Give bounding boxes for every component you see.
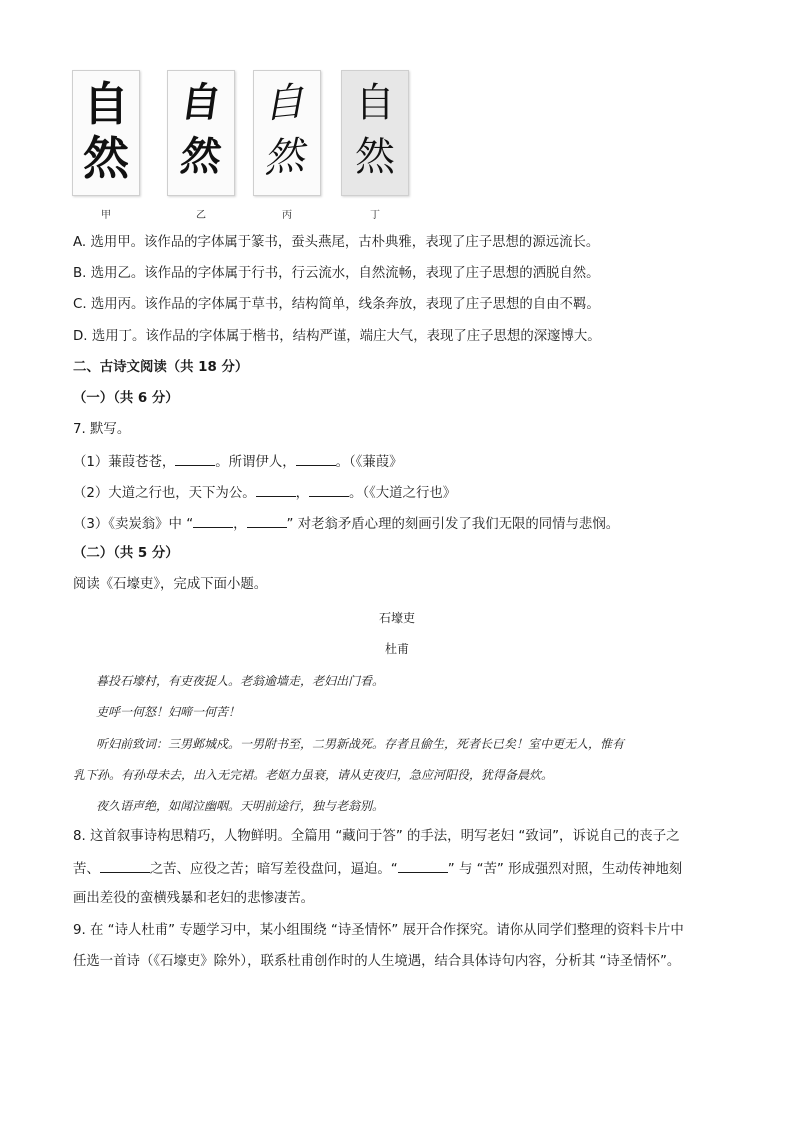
calligraphy-char: 自	[83, 77, 129, 131]
calligraphy-caption: 乙	[196, 210, 206, 221]
part-title: （一）（共 6 分）	[73, 391, 179, 406]
question-8-line-2	[73, 859, 682, 879]
calligraphy-char: 然	[355, 134, 395, 180]
question-7-line-2	[73, 483, 456, 503]
answer-blank[interactable]	[175, 452, 215, 466]
question-9-line-1: 9. 在 “诗人杜甫” 专题学习中，某小组围绕 “诗圣情怀” 展开合作探究。请你从同学们整理的资料卡片中	[73, 923, 684, 938]
answer-blank[interactable]	[100, 859, 150, 873]
text-segment: ” 对老翁矛盾心理的刻画引发了我们无限的同情与悲悯。	[286, 517, 620, 532]
answer-blank[interactable]	[256, 483, 296, 497]
calligraphy-caption: 丙	[282, 210, 292, 221]
part-title: （二）（共 5 分）	[73, 546, 179, 561]
calligraphy-char: 自	[262, 78, 312, 128]
section-title: 二、古诗文阅读（共 18 分）	[73, 360, 249, 375]
text-segment: 。（《蒹葭》	[335, 455, 403, 470]
option-c: C. 选用丙。该作品的字体属于草书，结构简单，线条奔放，表现了庄子思想的自由不羁。	[73, 297, 600, 312]
text-segment: ，	[233, 517, 247, 532]
calligraphy-char: 自	[177, 79, 225, 126]
calligraphy-char: 然	[177, 133, 225, 180]
option-d: D. 选用丁。该作品的字体属于楷书，结构严谨，端庄大气，表现了庄子思想的深邃博大。	[73, 329, 601, 344]
question-7-line-1	[73, 452, 403, 472]
poem-line: 乳下孙。有孙母未去，出入无完裙。老妪力虽衰，请从吏夜归，急应河阳役，犹得备晨炊。	[73, 768, 554, 782]
poem-line: 暮投石壕村，有吏夜捉人。老翁逾墙走，老妇出门看。	[96, 674, 385, 688]
answer-blank[interactable]	[398, 859, 448, 873]
calligraphy-image-running	[167, 70, 235, 196]
calligraphy-image-regular	[341, 70, 409, 196]
text-segment: 苦、	[73, 862, 100, 877]
text-segment: （1）蒹葭苍苍，	[73, 455, 176, 470]
calligraphy-row	[72, 70, 412, 220]
calligraphy-item-bing	[253, 70, 321, 221]
question-8-line-3: 画出差役的蛮横残暴和老妇的悲惨凄苦。	[73, 891, 315, 906]
poem-line: 听妇前致词：三男邺城戍。一男附书至，二男新战死。存者且偷生，死者长已矣！室中更无人，惟有	[96, 737, 625, 751]
poem-line: 吏呼一何怒！妇啼一何苦！	[96, 705, 241, 719]
calligraphy-image-seal	[72, 70, 140, 196]
answer-blank[interactable]	[296, 452, 336, 466]
calligraphy-item-yi	[167, 70, 235, 221]
question-7-line-3	[73, 514, 619, 534]
text-segment: 之苦、应役之苦；暗写差役盘问，逼迫。“	[149, 862, 398, 877]
calligraphy-caption: 丁	[370, 210, 380, 221]
calligraphy-item-jia	[72, 70, 140, 221]
poem-author: 杜甫	[384, 642, 409, 656]
text-segment: （3）《卖炭翁》中 “	[73, 517, 194, 532]
answer-blank[interactable]	[309, 483, 349, 497]
reading-intro: 阅读《石壕吏》，完成下面小题。	[73, 577, 268, 592]
text-segment: （2）大道之行也，天下为公。	[73, 486, 256, 501]
answer-blank[interactable]	[247, 514, 287, 528]
question-9-line-2: 任选一首诗（《石壕吏》除外），联系杜甫创作时的人生境遇，结合具体诗句内容，分析其 “诗圣情怀”。	[73, 954, 681, 969]
calligraphy-char: 然	[262, 132, 312, 182]
question-8-line-1: 8. 这首叙事诗构思精巧，人物鲜明。全篇用 “藏问于答” 的手法，明写老妇 “致词”，诉说自己的丧子之	[73, 829, 680, 844]
text-segment: ，	[295, 486, 309, 501]
option-b: B. 选用乙。该作品的字体属于行书，行云流水，自然流畅，表现了庄子思想的洒脱自然。	[73, 266, 600, 281]
text-segment: 。（《大道之行也》	[349, 486, 457, 501]
calligraphy-caption: 甲	[101, 210, 111, 221]
calligraphy-image-cursive	[253, 70, 321, 196]
text-segment: ” 与 “苦” 形成强烈对照，生动传神地刻	[447, 862, 683, 877]
option-a: A. 选用甲。该作品的字体属于篆书，蚕头燕尾，古朴典雅，表现了庄子思想的源远流长。	[73, 235, 600, 250]
calligraphy-item-ding	[341, 70, 409, 221]
calligraphy-char: 自	[355, 80, 395, 126]
text-segment: 。所谓伊人，	[215, 455, 296, 470]
poem-title: 石壕吏	[378, 611, 415, 625]
calligraphy-char: 然	[83, 131, 129, 185]
answer-blank[interactable]	[193, 514, 233, 528]
poem-line: 夜久语声绝，如闻泣幽咽。天明前途行，独与老翁别。	[96, 799, 385, 813]
question-7-title: 7. 默写。	[73, 422, 131, 437]
